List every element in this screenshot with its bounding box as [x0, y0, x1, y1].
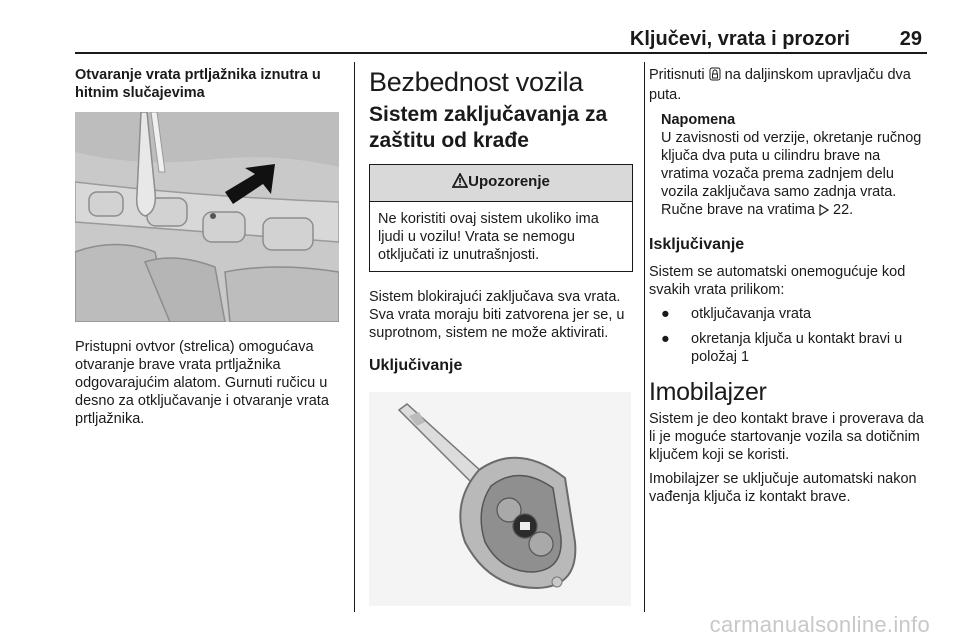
trunk-access-arrow-illustration	[75, 112, 339, 322]
column-1	[75, 66, 343, 102]
lock-button-icon	[709, 67, 721, 86]
column-1-body	[75, 338, 343, 428]
section-title-security: Bezbednost vozila	[369, 67, 584, 97]
list-item	[649, 330, 929, 366]
immobilizer-body-1: Sistem je deo kontakt brave i proverava da li je moguće startovanje vozila sa dotičnim ključem koji se koristi.	[649, 411, 924, 463]
column-divider-right	[644, 62, 645, 612]
watermark: carmanualsonline.info	[709, 612, 930, 637]
page-number: 29	[899, 28, 922, 50]
warning-triangle-icon	[452, 167, 468, 201]
theft-lock-body-text: Sistem blokirajući zaključava sva vrata. Sva vrata moraju biti zatvorena jer se, u suprotnom, sistem ne može aktivirati.	[369, 289, 625, 341]
running-header-title: Ključevi, vrata i prozori	[629, 28, 850, 50]
note-body: U zavisnosti od verzije, okretanje ručnog ključa dva puta u cilindru brave na vratima vozača prema zadnjem delu vozila zaključava samo zadnja vrata. Ručne brave na vratima	[661, 130, 922, 218]
warning-text: Ne koristiti ovaj sistem ukoliko ima ljudi u vozilu! Vrata se nemogu otključati iz unutrašnjosti.	[378, 211, 599, 263]
bullet-dot: ●	[661, 331, 670, 347]
list-item	[649, 305, 929, 323]
deactivation-body: Sistem se automatski onemogućuje kod svakih vrata prilikom:	[649, 264, 906, 298]
warning-label: Upozorenje	[468, 173, 550, 190]
immobilizer-body-2: Imobilajzer se uključuje automatski nakon vađenja ključa iz kontakt brave.	[649, 471, 917, 505]
section-title-immobilizer: Imobilajzer	[649, 378, 767, 406]
column-3	[649, 66, 929, 506]
section-heading-trunk: Otvaranje vrata prtljažnika iznutra u hitnim slučajevima	[75, 67, 321, 101]
activation-heading: Uključivanje	[369, 357, 463, 374]
press-text-b: na daljinskom upravljaču dva puta.	[649, 67, 911, 103]
key-fob-figure	[369, 392, 631, 606]
press-instruction	[649, 66, 929, 104]
trunk-access-figure	[75, 112, 339, 322]
trunk-body-text: Pristupni ovtvor (strelica) omogućava otvaranje brave vrata prtljažnika odgovarajućim alatom. Gurnuti ručicu u desno za otključavanje i otvaranje vrata prtljažnika.	[75, 339, 329, 427]
column-2	[369, 66, 633, 376]
bullet-dot: ●	[661, 306, 670, 322]
list-item-text: otključavanja vrata	[691, 306, 812, 322]
warning-header	[370, 165, 632, 202]
note-block	[649, 111, 929, 221]
car-key-fob-illustration	[369, 392, 631, 606]
list-item-text: okretanja ključa u kontakt bravi u položaj 1	[691, 331, 903, 365]
deactivation-list	[649, 305, 929, 366]
note-ref-page: 22.	[833, 202, 854, 218]
deactivation-heading: Isključivanje	[649, 236, 745, 253]
header-rule	[75, 52, 927, 54]
page-reference-arrow-icon	[819, 203, 829, 221]
note-heading: Napomena	[661, 112, 736, 128]
press-text-a: Pritisnuti	[649, 67, 705, 83]
column-divider-left	[354, 62, 355, 612]
note-text	[661, 129, 929, 221]
warning-box	[369, 164, 633, 272]
subsection-title-theft-lock: Sistem zaključavanja za zaštitu od krađe	[369, 103, 608, 152]
